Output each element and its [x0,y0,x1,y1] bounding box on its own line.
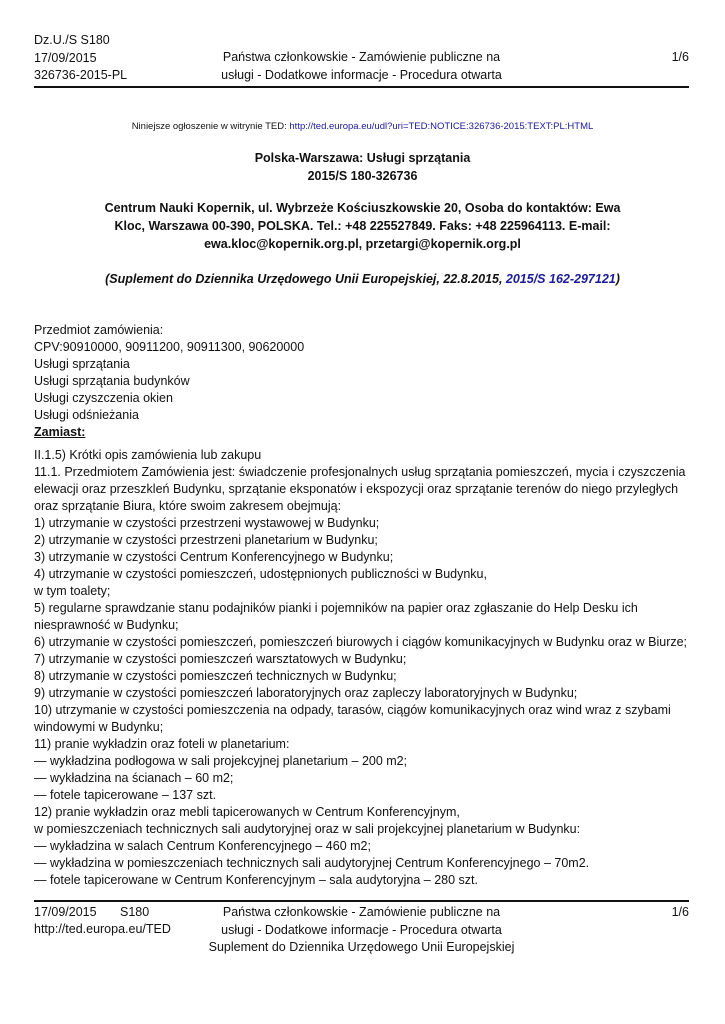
header-divider [34,86,689,88]
section-line: w tym toalety; [34,584,111,598]
body-line: Usługi czyszczenia okien [34,391,173,405]
ted-notice-link[interactable]: http://ted.europa.eu/udl?uri=TED:NOTICE:326736-2015:TEXT:PL:HTML [289,121,594,132]
header-title [34,49,689,84]
section-line: — wykładzina w pomieszczeniach technicznych sali audytoryjnej Centrum Konferencyjnego – 70m2. [34,856,590,870]
ted-notice-prefix: Niniejsze ogłoszenie w witrynie TED: [131,121,290,132]
section-line: 12) pranie wykładzin oraz mebli tapicerowanych w Centrum Konferencyjnym, [34,805,460,819]
section-line: 5) regularne sprawdzanie stanu podajników pianki i pojemników na papier oraz zgłaszanie do Help Desku ich niesprawność w Budynku; [34,601,638,632]
section-line: 1) utrzymanie w czystości przestrzeni wystawowej w Budynku; [34,516,380,530]
section-line: — wykładzina w salach Centrum Konferencyjnego – 460 m2; [34,839,371,853]
body-line: CPV:90910000, 90911200, 90911300, 90620000 [34,340,305,354]
section-line: w pomieszczeniach technicznych sali audytoryjnej oraz w sali projekcyjnej planetarium w Budynku: [34,822,581,836]
footer-title-line3: Suplement do Dziennika Urzędowego Unii Europejskiej [208,940,515,954]
supplement-link[interactable]: 2015/S 162-297121 [505,272,616,286]
section-line: 6) utrzymanie w czystości pomieszczeń, pomieszczeń biurowych i ciągów komunikacyjnych w Budynku oraz w Biurze; [34,635,688,649]
section-line: 7) utrzymanie w czystości pomieszczeń warsztatowych w Budynku; [34,652,407,666]
footer-date: 17/09/2015 [34,905,97,919]
section-line: II.1.5) Krótki opis zamówienia lub zakupu [34,448,262,462]
instead-label: Zamiast: [34,425,86,439]
section-line: 3) utrzymanie w czystości Centrum Konferencyjnego w Budynku; [34,550,394,564]
footer-title-line2: usługi - Dodatkowe informacje - Procedura otwarta [221,922,502,937]
ted-notice [0,121,725,132]
header-date: 17/09/2015 [34,50,97,65]
contracting-authority: Centrum Nauki Kopernik, ul. Wybrzeże Kościuszkowskie 20, Osoba do kontaktów: Ewa Kloc, Warszawa 00-390, POLSKA. Tel.: +48 225527849. Faks: +48 225964113. E-mail: ewa.kloc@kopernik.org.pl, przetargi@kopernik.org.pl [104,201,621,251]
header-page-number: 1/6 [671,50,689,64]
section-line: 4) utrzymanie w czystości pomieszczeń, udostępnionych publiczności w Budynku, [34,567,487,581]
header-notice-number: 326736-2015-PL [34,68,128,82]
supplement-prefix: (Suplement do Dziennika Urzędowego Unii Europejskiej, 22.8.2015, [105,272,506,286]
footer-page-number: 1/6 [671,905,689,919]
section-line: — fotele tapicerowane – 137 szt. [34,788,217,802]
header-doc-id: Dz.U./S S180 [34,33,110,47]
footer-series: S180 [120,905,150,919]
body-line: Usługi sprzątania [34,357,130,371]
page-header [34,32,689,88]
notice-body [34,322,691,889]
supplement-reference [30,272,695,286]
notice-title-line2: 2015/S 180-326736 [307,169,418,183]
footer-title-line1: Państwa członkowskie - Zamówienie publiczne na [222,905,501,919]
section-line: — wykładzina na ścianach – 60 m2; [34,771,234,785]
section-line: 8) utrzymanie w czystości pomieszczeń technicznych w Budynku; [34,669,397,683]
body-line: Przedmiot zamówienia: [34,323,164,337]
supplement-suffix: ) [615,272,620,286]
notice-title [60,149,665,185]
section-line: 2) utrzymanie w czystości przestrzeni planetarium w Budynku; [34,533,378,547]
section-line: 11.1. Przedmiotem Zamówienia jest: świadczenie profesjonalnych usług sprzątania pomieszczeń, mycia i czyszczenia elewacji oraz przeszkleń Budynku, sprzątanie eksponatów i ekspozycji oraz sprzątanie terenów do niego przyległych oraz sprzątanie Biura, które swoim zakresem obejmują: [34,465,686,513]
body-line: Usługi sprzątania budynków [34,374,190,388]
header-title-line2: usługi - Dodatkowe informacje - Procedura otwarta [221,67,502,82]
section-line: — wykładzina podłogowa w sali projekcyjnej planetarium – 200 m2; [34,754,408,768]
footer-divider [34,900,689,902]
section-line: — fotele tapicerowane w Centrum Konferencyjnym – sala audytoryjna – 280 szt. [34,873,478,887]
header-title-line1: Państwa członkowskie - Zamówienie publiczne na [222,50,501,64]
section-line: 9) utrzymanie w czystości pomieszczeń laboratoryjnych oraz zapleczy laboratoryjnych w Budynku; [34,686,578,700]
section-line: 10) utrzymanie w czystości pomieszczenia na odpady, tarasów, ciągów komunikacyjnych oraz wind wraz z szybami windowymi w Budynku; [34,703,671,734]
body-line: Usługi odśnieżania [34,408,139,422]
notice-title-line1: Polska-Warszawa: Usługi sprzątania [254,151,471,165]
footer-url: http://ted.europa.eu/TED [34,922,171,936]
section-line: 11) pranie wykładzin oraz foteli w planetarium: [34,737,290,751]
footer-title [34,904,689,957]
